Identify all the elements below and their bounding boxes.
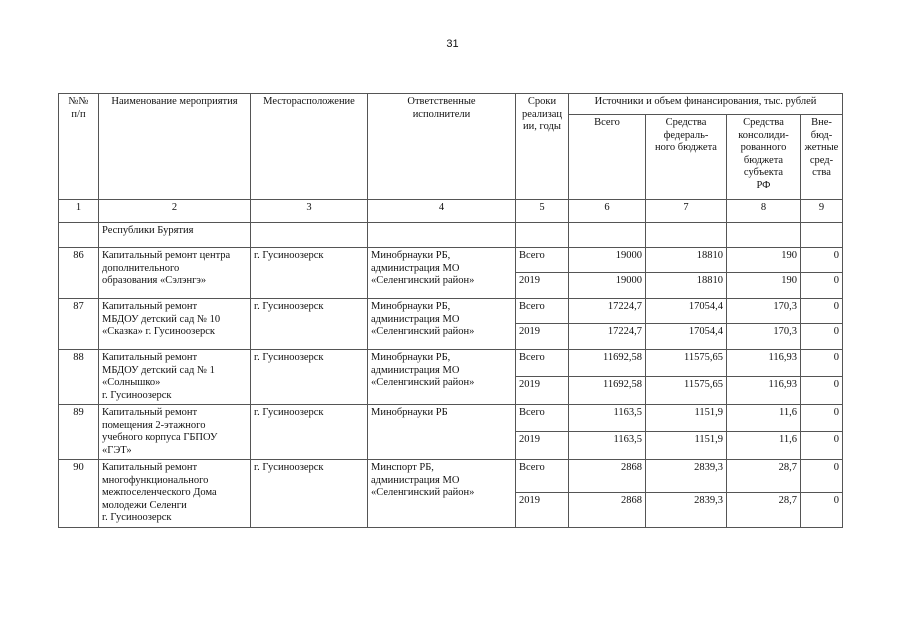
- federal-amount: 18810: [646, 273, 727, 299]
- header-num: №№ п/п: [59, 94, 99, 200]
- region-cell-empty: [251, 223, 368, 248]
- federal-amount: 1151,9: [646, 431, 727, 459]
- period: Всего: [516, 405, 569, 432]
- extra-budgetary-amount: 0: [801, 493, 843, 527]
- federal-amount: 2839,3: [646, 493, 727, 527]
- federal-amount: 1151,9: [646, 405, 727, 432]
- period: Всего: [516, 350, 569, 377]
- total-amount: 2868: [569, 493, 646, 527]
- column-number: 8: [727, 200, 801, 223]
- total-amount: 17224,7: [569, 299, 646, 324]
- region-cell-empty: [59, 223, 99, 248]
- column-number: 5: [516, 200, 569, 223]
- federal-amount: 18810: [646, 248, 727, 273]
- column-number: 2: [99, 200, 251, 223]
- total-amount: 17224,7: [569, 324, 646, 350]
- total-amount: 19000: [569, 273, 646, 299]
- consolidated-amount: 116,93: [727, 350, 801, 377]
- location: г. Гусиноозерск: [251, 460, 368, 528]
- region-cell-empty: [646, 223, 727, 248]
- total-amount: 11692,58: [569, 376, 646, 404]
- period: 2019: [516, 431, 569, 459]
- column-numbers-row: [59, 200, 843, 223]
- extra-budgetary-amount: 0: [801, 405, 843, 432]
- row-number: 89: [59, 405, 99, 460]
- page-number: 31: [446, 38, 459, 50]
- location: г. Гусиноозерск: [251, 350, 368, 405]
- consolidated-amount: 11,6: [727, 405, 801, 432]
- consolidated-amount: 28,7: [727, 460, 801, 493]
- header-federal: Средства федераль- ного бюджета: [646, 115, 727, 200]
- event-name: Капитальный ремонт помещения 2-этажного учебного корпуса ГБПОУ «ГЭТ»: [99, 405, 251, 460]
- region-cell-empty: [801, 223, 843, 248]
- column-number: 3: [251, 200, 368, 223]
- total-amount: 19000: [569, 248, 646, 273]
- period: Всего: [516, 248, 569, 273]
- extra-budgetary-amount: 0: [801, 273, 843, 299]
- header-executors: Ответственные исполнители: [368, 94, 516, 200]
- row-number: 90: [59, 460, 99, 528]
- federal-amount: 11575,65: [646, 376, 727, 404]
- location: г. Гусиноозерск: [251, 248, 368, 299]
- consolidated-amount: 11,6: [727, 431, 801, 459]
- total-amount: 1163,5: [569, 405, 646, 432]
- consolidated-amount: 190: [727, 273, 801, 299]
- location: г. Гусиноозерск: [251, 405, 368, 460]
- total-amount: 1163,5: [569, 431, 646, 459]
- federal-amount: 2839,3: [646, 460, 727, 493]
- period: Всего: [516, 299, 569, 324]
- extra-budgetary-amount: 0: [801, 460, 843, 493]
- region-cell-empty: [569, 223, 646, 248]
- header-extra-budgetary: Вне- бюд- жетные сред- ства: [801, 115, 843, 200]
- consolidated-amount: 28,7: [727, 493, 801, 527]
- header-row: [59, 94, 843, 115]
- extra-budgetary-amount: 0: [801, 350, 843, 377]
- executors: Минспорт РБ, администрация МО «Селенгинский район»: [368, 460, 516, 528]
- table-row: [59, 299, 843, 324]
- region-cell-empty: [516, 223, 569, 248]
- region-cell-empty: [368, 223, 516, 248]
- period: Всего: [516, 460, 569, 493]
- period: 2019: [516, 324, 569, 350]
- period: 2019: [516, 376, 569, 404]
- region-name: Республики Бурятия: [99, 223, 251, 248]
- header-name: Наименование мероприятия: [99, 94, 251, 200]
- column-number: 6: [569, 200, 646, 223]
- total-amount: 2868: [569, 460, 646, 493]
- consolidated-amount: 170,3: [727, 324, 801, 350]
- extra-budgetary-amount: 0: [801, 376, 843, 404]
- federal-amount: 17054,4: [646, 299, 727, 324]
- table-row: [59, 405, 843, 432]
- row-number: 88: [59, 350, 99, 405]
- row-number: 86: [59, 248, 99, 299]
- consolidated-amount: 190: [727, 248, 801, 273]
- column-number: 7: [646, 200, 727, 223]
- extra-budgetary-amount: 0: [801, 324, 843, 350]
- header-period: Сроки реализац ии, годы: [516, 94, 569, 200]
- table-row: [59, 460, 843, 493]
- executors: Минобрнауки РБ, администрация МО «Селенгинский район»: [368, 299, 516, 350]
- extra-budgetary-amount: 0: [801, 248, 843, 273]
- header-total: Всего: [569, 115, 646, 200]
- executors: Минобрнауки РБ: [368, 405, 516, 460]
- federal-amount: 17054,4: [646, 324, 727, 350]
- extra-budgetary-amount: 0: [801, 299, 843, 324]
- extra-budgetary-amount: 0: [801, 431, 843, 459]
- column-number: 4: [368, 200, 516, 223]
- event-name: Капитальный ремонт МБДОУ детский сад № 10 «Сказка» г. Гусиноозерск: [99, 299, 251, 350]
- executors: Минобрнауки РБ, администрация МО «Селенгинский район»: [368, 350, 516, 405]
- table-row: [59, 248, 843, 273]
- funding-table: [58, 93, 843, 528]
- federal-amount: 11575,65: [646, 350, 727, 377]
- event-name: Капитальный ремонт МБДОУ детский сад № 1 «Солнышко» г. Гусиноозерск: [99, 350, 251, 405]
- total-amount: 11692,58: [569, 350, 646, 377]
- consolidated-amount: 170,3: [727, 299, 801, 324]
- executors: Минобрнауки РБ, администрация МО «Селенгинский район»: [368, 248, 516, 299]
- location: г. Гусиноозерск: [251, 299, 368, 350]
- event-name: Капитальный ремонт многофункционального межпоселенческого Дома молодежи Селенги г. Гусиноозерск: [99, 460, 251, 528]
- header-funding-group: Источники и объем финансирования, тыс. рублей: [569, 94, 843, 115]
- consolidated-amount: 116,93: [727, 376, 801, 404]
- period: 2019: [516, 273, 569, 299]
- table-row: [59, 350, 843, 377]
- column-number: 9: [801, 200, 843, 223]
- region-cell-empty: [727, 223, 801, 248]
- column-number: 1: [59, 200, 99, 223]
- row-number: 87: [59, 299, 99, 350]
- event-name: Капитальный ремонт центра дополнительного образования «Сэлэнгэ»: [99, 248, 251, 299]
- header-consolidated: Средства консолиди- рованного бюджета субъекта РФ: [727, 115, 801, 200]
- region-row: [59, 223, 843, 248]
- header-location: Месторасположение: [251, 94, 368, 200]
- period: 2019: [516, 493, 569, 527]
